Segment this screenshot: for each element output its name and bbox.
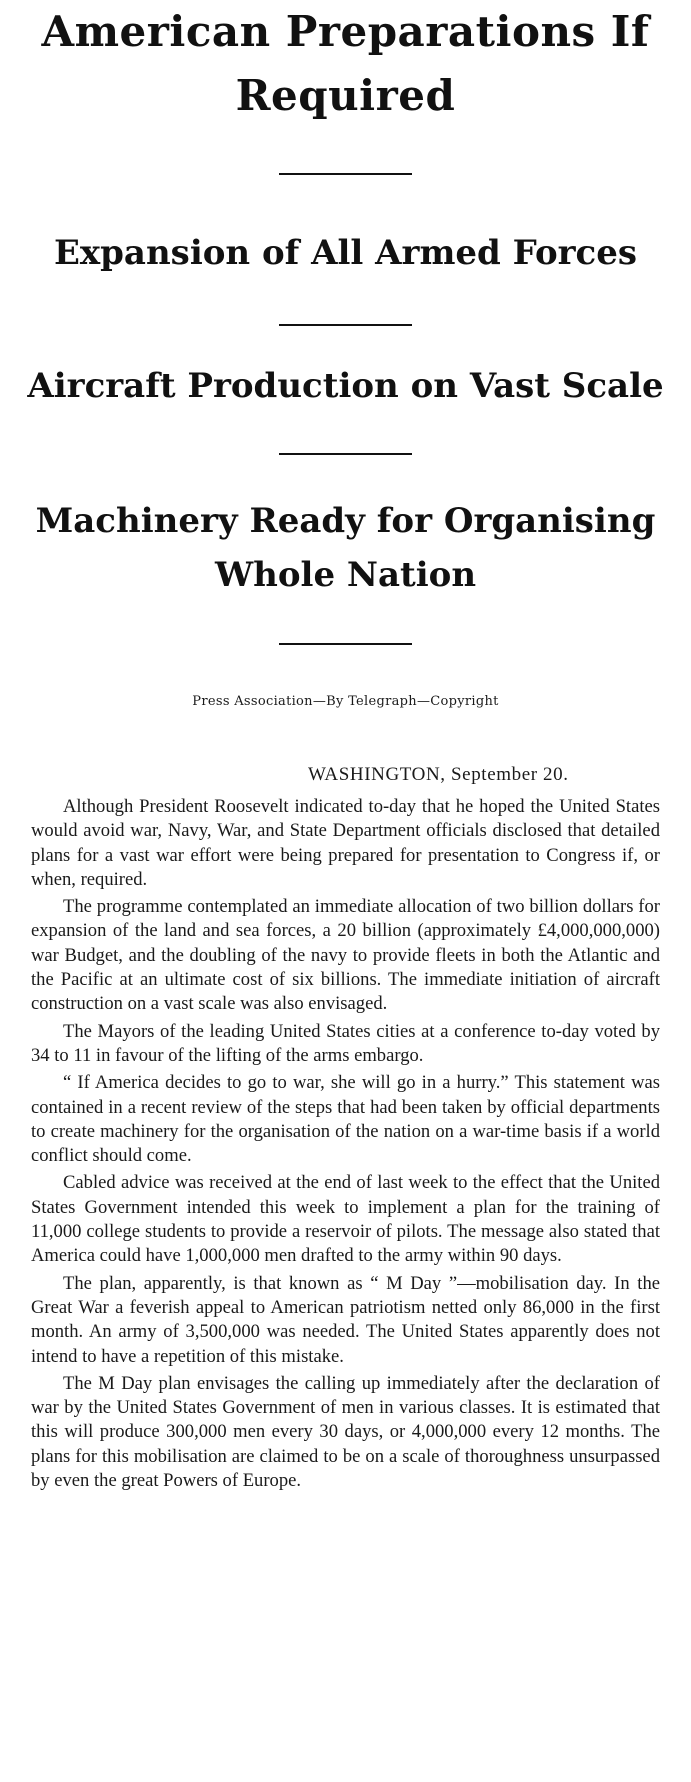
subheadline-aircraft: Aircraft Production on Vast Scale [27,366,664,406]
headline-divider [279,643,412,645]
subheadline-armed-forces: Expansion of All Armed Forces [53,233,638,273]
dateline: WASHINGTON, September 20. [308,764,569,785]
article-paragraph: The programme contemplated an immediate allocation of two billion dollars for expansion of the land and sea forces, a 20 billion (approximately £4,000,000,000) war Budget, and the doubling of the navy to provide fleets in both the Atlantic and the Pacific at an ultimate cost of six billions. The immediate initiation of aircraft construction on a vast scale was also envisaged. [31,896,660,1015]
headline-divider [279,173,412,175]
article-paragraph: The Mayors of the leading United States cities at a conference to-day voted by 34 to 11 in favour of the lifting of the arms embargo. [31,1020,660,1066]
main-headline: American Preparations If Required [41,7,650,120]
article-paragraph: “ If America decides to go to war, she will go in a hurry.” This statement was contained in a recent review of the steps that had been taken by official departments to create machinery for the organisation of the nation on a war-time basis if a world conflict should come. [31,1072,660,1167]
headline-divider [279,324,412,326]
article-body [31,795,660,1496]
headline-divider [279,453,412,455]
article-paragraph: Although President Roosevelt indicated to-day that he hoped the United States would avoid war, Navy, War, and State Department officials disclosed that detailed plans for a vast war effort were being prepared for presentation to Congress if, or when, required. [31,796,660,890]
press-credit: Press Association—By Telegraph—Copyright [192,694,499,709]
article-paragraph: The plan, apparently, is that known as “ M Day ”—mobilisation day. In the Great War a feverish appeal to American patriotism netted only 86,000 in the first month. An army of 3,500,000 was needed. The United States apparently does not intend to have a repetition of this mistake. [31,1272,660,1367]
subheadline-machinery: Machinery Ready for Organising Whole Nation [35,501,656,595]
article-paragraph: The M Day plan envisages the calling up immediately after the declaration of war by the United States Government of men in various classes. It is estimated that this will produce 300,000 men every 30 days, or 4,000,000 every 12 months. The plans for this mobilisation are claimed to be on a scale of thoroughness unsurpassed by even the great Powers of Europe. [31,1372,660,1492]
article-paragraph: Cabled advice was received at the end of last week to the effect that the United States Government intended this week to implement a plan for the training of 11,000 college students to provide a reservoir of pilots. The message also stated that America could have 1,000,000 men drafted to the army within 90 days. [31,1172,660,1267]
